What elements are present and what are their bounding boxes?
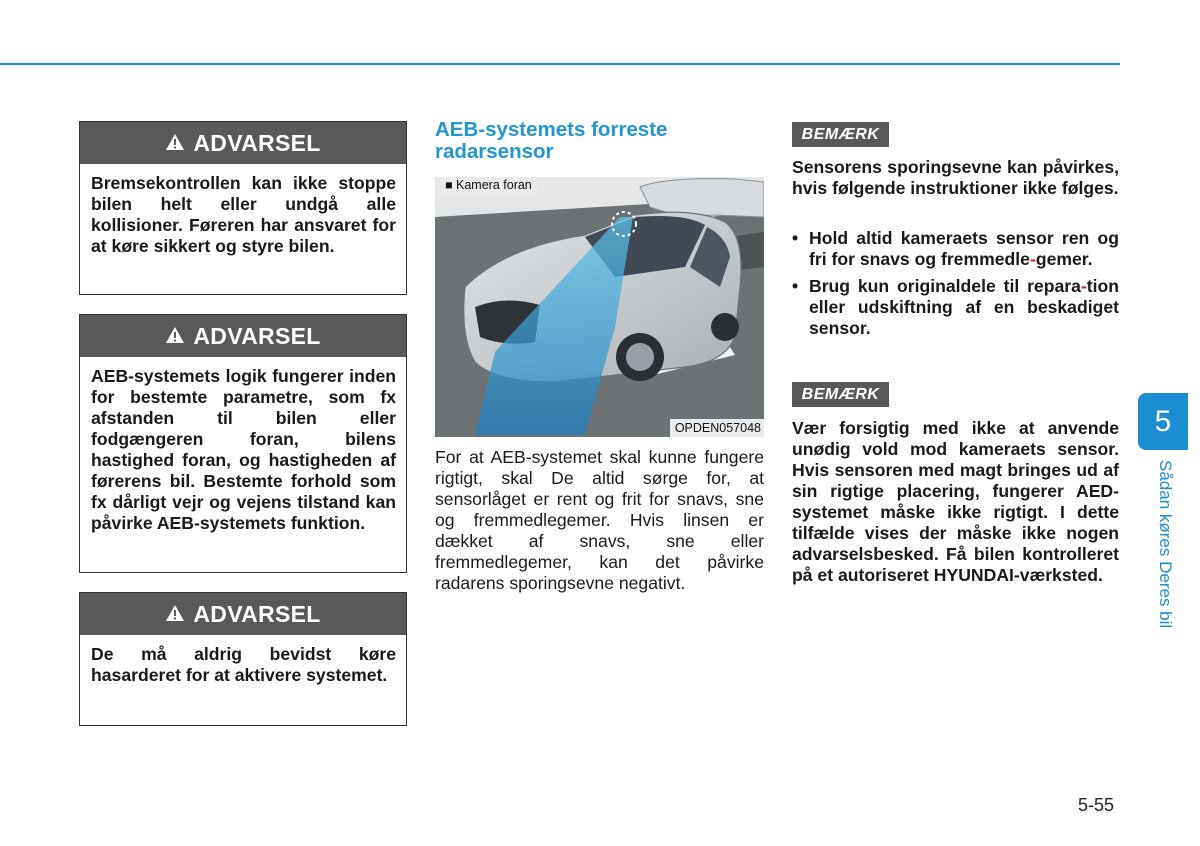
warning-triangle-icon: [165, 130, 185, 157]
bullet-text-cont: gemer.: [1035, 249, 1093, 269]
warning-title: ADVARSEL: [193, 129, 321, 156]
note-label-1: BEMÆRK: [792, 122, 889, 147]
list-item: [792, 276, 1119, 339]
note-text-1: Sensorens sporingsevne kan påvirkes, hvis følgende instruktioner ikke følges.: [792, 157, 1119, 198]
warning-text: Bremsekontrollen kan ikke stoppe bilen helt eller undgå alle kollisioner. Føreren har ansvaret for at køre sikkert og styre bilen.: [91, 173, 396, 256]
bullet-text-cont: tion eller udskiftning af en beskadiget sensor.: [809, 276, 1119, 338]
warning-text: De må aldrig bevidst køre hasarderet for at aktivere systemet.: [91, 644, 396, 685]
warning-triangle-icon: [165, 601, 185, 628]
section-body: For at AEB-systemet skal kunne fungere rigtigt, skal De altid sørge for, at sensorlåget er rent og frit for snavs, sne og fremmedlegemer. Hvis linsen er dækket af snavs, sne eller fremmedlegemer, kan det påvirke radarens sporingsevne negativt.: [435, 447, 764, 593]
hyphen: -: [1029, 249, 1036, 269]
warning-box-3: [79, 592, 407, 726]
figure-label: ■ Kamera foran: [441, 177, 537, 194]
figure-code: OPDEN057048: [670, 419, 764, 437]
top-divider: [0, 63, 1120, 65]
chapter-title-vertical: [1145, 460, 1185, 640]
car-illustration: [435, 177, 764, 437]
bullet-text: Hold altid kameraets sensor ren og fri for snavs og fremmedle: [809, 228, 1119, 269]
warning-text: AEB-systemets logik fungerer inden for bestemte parametre, som fx afstanden til bilen eller fodgængeren foran, bilens hastighed foran, og hastigheden af førerens bil. Bestemte forhold som fx dårligt vejr og vejens tilstand kan påvirke AEB-systemets funktion.: [91, 366, 396, 533]
warning-box-1: [79, 121, 407, 295]
warning-title: ADVARSEL: [193, 322, 321, 349]
warning-box-2: [79, 314, 407, 573]
chapter-title: Sådan køres Deres bil: [1156, 460, 1175, 629]
warning-header: [80, 315, 406, 357]
list-item: [792, 228, 1119, 270]
bullet-mark: •: [792, 276, 799, 296]
warning-header: [80, 593, 406, 635]
warning-title: ADVARSEL: [193, 600, 321, 627]
hyphen: -: [1080, 276, 1087, 296]
note-bullet-list: [792, 228, 1119, 345]
bullet-mark: •: [792, 228, 799, 248]
note-text-2: Vær forsigtig med ikke at anvende unødig vold mod kameraets sensor. Hvis sensoren med magt bringes ud af sin rigtige placering, fungerer AED-systemet måske ikke rigtigt. I dette tilfælde vises der måske ikke nogen advarselsbesked. Få bilen kontrolleret på et autoriseret HYUNDAI-værksted.: [792, 418, 1119, 585]
page-number: 5-55: [1078, 795, 1115, 815]
car-sensor-illustration: [435, 177, 764, 437]
bullet-text: Brug kun originaldele til repara: [809, 276, 1081, 296]
chapter-number-tab: 5: [1138, 393, 1188, 450]
section-title: AEB-systemets forreste radarsensor: [435, 118, 668, 163]
warning-header: [80, 122, 406, 164]
warning-triangle-icon: [165, 323, 185, 350]
note-label-2: BEMÆRK: [792, 382, 889, 407]
